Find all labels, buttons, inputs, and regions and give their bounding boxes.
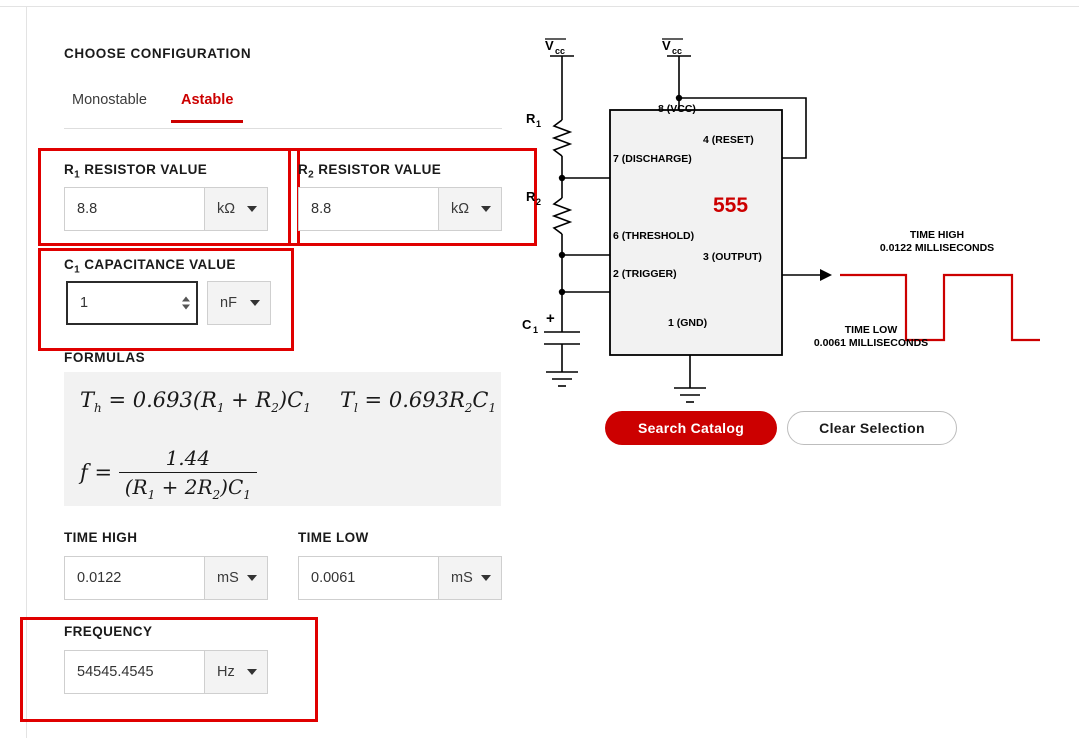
svg-text:0.0061 MILLISECONDS: 0.0061 MILLISECONDS <box>813 337 929 349</box>
svg-text:1: 1 <box>536 119 542 129</box>
chevron-down-icon <box>247 206 257 212</box>
left-divider <box>26 6 27 738</box>
r1-label-sub: 1 <box>74 169 81 181</box>
top-divider <box>0 6 1079 7</box>
time-low-input[interactable] <box>298 556 438 600</box>
r1-unit-select[interactable] <box>204 187 268 231</box>
time-low-unit-label: mS <box>451 570 473 586</box>
formulas-title: FORMULAS <box>64 350 146 365</box>
formula-time-high: $T_h = 0.693(R_1 + R_2)C_1$ <box>80 388 311 416</box>
svg-text:C: C <box>522 317 532 332</box>
svg-text:2: 2 <box>536 197 542 207</box>
svg-text:cc: cc <box>555 46 566 56</box>
chevron-down-icon <box>250 300 260 306</box>
frequency-input-row <box>64 650 268 694</box>
svg-text:8 (VCC): 8 (VCC) <box>658 103 696 115</box>
quantity-stepper[interactable] <box>182 297 190 310</box>
r2-label <box>298 161 441 181</box>
svg-text:1 (GND): 1 (GND) <box>668 317 708 329</box>
chevron-down-icon <box>247 669 257 675</box>
frequency-unit-select[interactable] <box>204 650 268 694</box>
tab-astable[interactable]: Astable <box>175 91 239 122</box>
chevron-down-icon <box>481 575 491 581</box>
search-catalog-button[interactable]: Search Catalog <box>605 411 777 445</box>
r2-label-sub: 2 <box>308 169 315 181</box>
r2-unit-select[interactable] <box>438 187 502 231</box>
svg-text:3 (OUTPUT): 3 (OUTPUT) <box>703 251 762 263</box>
time-low-label: TIME LOW <box>298 530 369 545</box>
chevron-down-icon <box>247 575 257 581</box>
configuration-tabs <box>64 88 502 129</box>
c1-label-post: CAPACITANCE VALUE <box>80 257 236 272</box>
chevron-down-icon <box>481 206 491 212</box>
svg-text:cc: cc <box>672 46 683 56</box>
c1-capacitance-input[interactable] <box>66 281 198 325</box>
r1-label-pre: R <box>64 162 75 177</box>
page-title: CHOOSE CONFIGURATION <box>64 46 252 61</box>
timer-schematic <box>500 20 1070 410</box>
svg-text:V: V <box>545 38 554 53</box>
c1-unit-select[interactable] <box>207 281 271 325</box>
svg-text:TIME LOW: TIME LOW <box>844 324 898 336</box>
r1-input-row <box>64 187 268 231</box>
stepper-up-icon[interactable] <box>182 297 190 302</box>
svg-text:V: V <box>662 38 671 53</box>
time-high-unit-label: mS <box>217 570 239 586</box>
stepper-down-icon[interactable] <box>182 305 190 310</box>
svg-text:TIME HIGH: TIME HIGH <box>909 229 965 241</box>
formulas-panel <box>64 372 501 506</box>
svg-text:555: 555 <box>713 194 749 217</box>
r1-label <box>64 161 207 181</box>
time-low-input-row <box>298 556 502 600</box>
r1-unit-label: kΩ <box>217 201 236 217</box>
svg-text:R: R <box>526 111 536 126</box>
svg-text:7 (DISCHARGE): 7 (DISCHARGE) <box>613 153 692 165</box>
svg-text:0.0122 MILLISECONDS: 0.0122 MILLISECONDS <box>879 242 995 254</box>
svg-text:4 (RESET): 4 (RESET) <box>703 134 754 146</box>
frequency-input[interactable] <box>64 650 204 694</box>
time-high-unit-select[interactable] <box>204 556 268 600</box>
svg-text:2 (TRIGGER): 2 (TRIGGER) <box>613 268 677 280</box>
time-low-unit-select[interactable] <box>438 556 502 600</box>
r2-resistor-input[interactable] <box>298 187 438 231</box>
c1-unit-label: nF <box>220 295 237 311</box>
svg-text:R: R <box>526 189 536 204</box>
svg-text:1: 1 <box>533 325 539 335</box>
svg-text:+: + <box>546 310 555 327</box>
frequency-label: FREQUENCY <box>64 624 153 639</box>
c1-label-pre: C <box>64 257 75 272</box>
c1-label-sub: 1 <box>74 264 81 276</box>
r2-unit-label: kΩ <box>451 201 470 217</box>
r1-resistor-input[interactable] <box>64 187 204 231</box>
tab-monostable[interactable]: Monostable <box>66 91 153 122</box>
time-high-input[interactable] <box>64 556 204 600</box>
r1-label-post: RESISTOR VALUE <box>80 162 208 177</box>
time-high-label: TIME HIGH <box>64 530 138 545</box>
time-high-input-row <box>64 556 268 600</box>
r2-label-pre: R <box>298 162 309 177</box>
clear-selection-button[interactable]: Clear Selection <box>787 411 957 445</box>
c1-input-row <box>66 281 237 325</box>
svg-text:6 (THRESHOLD): 6 (THRESHOLD) <box>613 230 695 242</box>
formula-frequency: f = $\frac{1.44}{(R_1 + 2R_2)C_1}$ <box>80 446 257 502</box>
r2-label-post: RESISTOR VALUE <box>314 162 442 177</box>
formula-time-low: $T_l = 0.693R_2C_1$ <box>340 388 497 416</box>
c1-label <box>64 256 236 276</box>
r2-input-row <box>298 187 502 231</box>
frequency-unit-label: Hz <box>217 664 235 680</box>
